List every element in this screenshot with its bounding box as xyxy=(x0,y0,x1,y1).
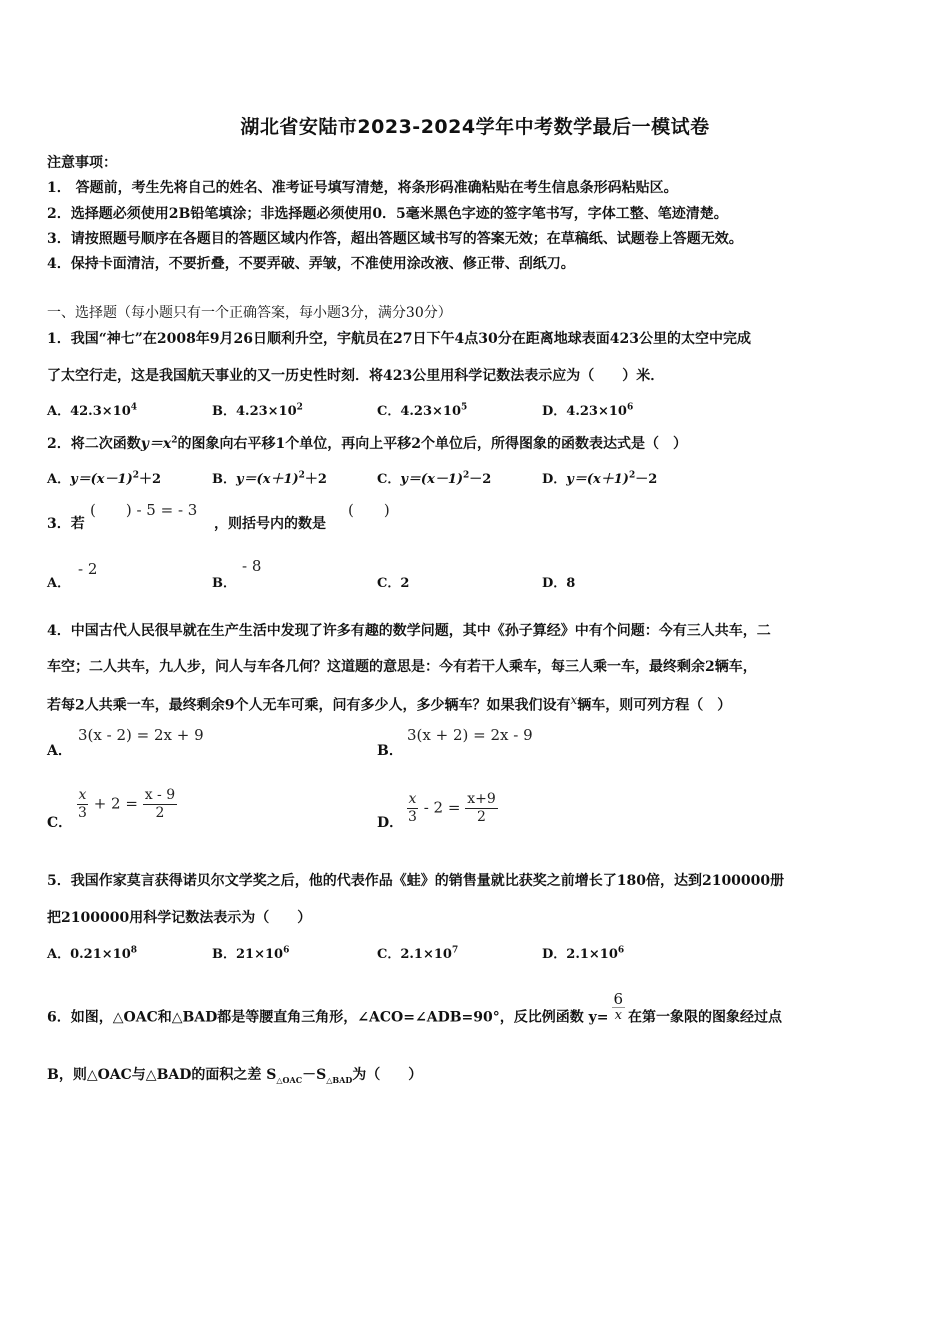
q3-option-d: D．8 xyxy=(542,576,576,591)
q4-option-a-formula: 3(x - 2) = 2x + 9 xyxy=(78,726,204,744)
q1-option-c: C．$4.23\times 10^5$ xyxy=(377,402,468,419)
q2-text: 2．将二次函数$y=x^2$的图象向右平移1个单位，再向上平移2个单位后，所得图象的函数表达式是（ ） xyxy=(47,435,687,452)
q4-option-b-label: B． xyxy=(377,743,403,759)
q2-option-b: B．$y=(x+1)^2+2$ xyxy=(212,470,327,487)
q1-option-d: D．$4.23\times 10^6$ xyxy=(542,402,634,419)
q2-option-c: C．$y=(x-1)^2-2$ xyxy=(377,470,492,487)
q4-option-c-label: C． xyxy=(47,815,73,831)
q4-option-d-label: D． xyxy=(377,815,404,831)
q5-text-line-2: 把2100000用科学记数法表示为（ ） xyxy=(47,910,312,926)
q3-option-b-label: B． xyxy=(212,576,236,591)
q3-prefix: 3．若 xyxy=(47,516,85,532)
q1-option-a: A．$42.3\times 10^4$ xyxy=(47,402,138,419)
q1-text-line-2: 了太空行走，这是我国航天事业的又一历史性时刻．将423公里用科学记数法表示应为（ ）米． xyxy=(47,368,665,384)
q4-text-line-1: 4．中国古代人民很早就在生产生活中发现了许多有趣的数学问题，其中《孙子算经》中有个问题：今有三人共车，二 xyxy=(47,623,771,639)
q3-equation: ( ) - 5 = - 3 xyxy=(90,501,198,519)
notice-heading: 注意事项： xyxy=(47,155,117,171)
q2-option-a: A．$y=(x-1)^2+2$ xyxy=(47,470,162,487)
q3-option-a-label: A． xyxy=(47,576,71,591)
q6-fraction-denominator: x xyxy=(614,1008,622,1023)
q6-fraction-numerator: 6 xyxy=(613,990,624,1008)
q3-bracket: ( ) xyxy=(348,501,390,519)
q6-text-line-2: B，则△OAC与△BAD的面积之差 $S_{\triangle OAC}-S_{\triangle BAD}$为（ ） xyxy=(47,1067,423,1085)
notice-item-1: 1． 答题前，考生先将自己的姓名、准考证号填写清楚，将条形码准确粘贴在考生信息条形码粘贴区。 xyxy=(47,180,678,196)
q4-option-a-label: A． xyxy=(47,743,72,759)
q3-option-b-value: - 8 xyxy=(242,557,262,575)
q3-middle-text: ，则括号内的数是 xyxy=(214,516,326,532)
q5-option-c: C．$2.1\times 10^7$ xyxy=(377,945,459,962)
notice-item-4: 4．保持卡面清洁，不要折叠，不要弄破、弄皱，不准使用涂改液、修正带、刮纸刀。 xyxy=(47,256,575,272)
q4-option-b-formula: 3(x + 2) = 2x - 9 xyxy=(407,726,533,744)
q1-text-line-1: 1．我国“神七”在2008年9月26日顺利升空，宇航员在27日下午4点30分在距离地球表面423公里的太空中完成 xyxy=(47,331,751,347)
q5-option-b: B．$21\times 10^6$ xyxy=(212,945,290,962)
q2-option-d: D．$y=(x+1)^2-2$ xyxy=(542,470,658,487)
q4-option-d-formula: $\frac{x}{3}$ - 2 = $\frac{x+9}{2}$ xyxy=(408,791,496,825)
q5-option-a: A．$0.21\times 10^8$ xyxy=(47,945,138,962)
q3-option-c: C．2 xyxy=(377,576,410,591)
notice-item-2: 2．选择题必须使用2B铅笔填涂；非选择题必须使用0．5毫米黑色字迹的签字笔书写，字体工整、笔迹清楚。 xyxy=(47,206,728,222)
page-title: 湖北省安陆市2023-2024学年中考数学最后一模试卷 xyxy=(240,116,710,138)
q4-option-c-formula: $\frac{x}{3}$ + 2 = $\frac{x - 9}{2}$ xyxy=(78,787,176,821)
q4-text-line-2: 车空；二人共车，九人步，问人与车各几何？这道题的意思是：今有若干人乘车，每三人乘一车，最终剩余2辆车， xyxy=(47,659,757,675)
q1-option-b: B．$4.23\times 10^2$ xyxy=(212,402,303,419)
q3-option-a-value: - 2 xyxy=(78,560,98,578)
q5-option-d: D．$2.1\times 10^6$ xyxy=(542,945,625,962)
q5-text-line-1: 5．我国作家莫言获得诺贝尔文学奖之后，他的代表作品《蛙》的销售量就比获奖之前增长了180倍，达到2100000册 xyxy=(47,873,785,889)
section-heading: 一、选择题（每小题只有一个正确答案，每小题3分，满分30分） xyxy=(47,305,452,321)
notice-item-3: 3．请按照题号顺序在各题目的答题区域内作答，超出答题区域书写的答案无效；在草稿纸、试题卷上答题无效。 xyxy=(47,231,743,247)
q6-text-line-1: 6．如图，△OAC和△BAD都是等腰直角三角形，∠ACO=∠ADB=90°，反比例函数 y= $\frac{6}{x}$ 在第一象限的图象经过点 xyxy=(47,990,783,1026)
q4-text-line-3: 若每2人共乘一车，最终剩余9个人无车可乘，问有多少人，多少辆车？如果我们设有x辆车，则可列方程（ ） xyxy=(47,693,732,714)
